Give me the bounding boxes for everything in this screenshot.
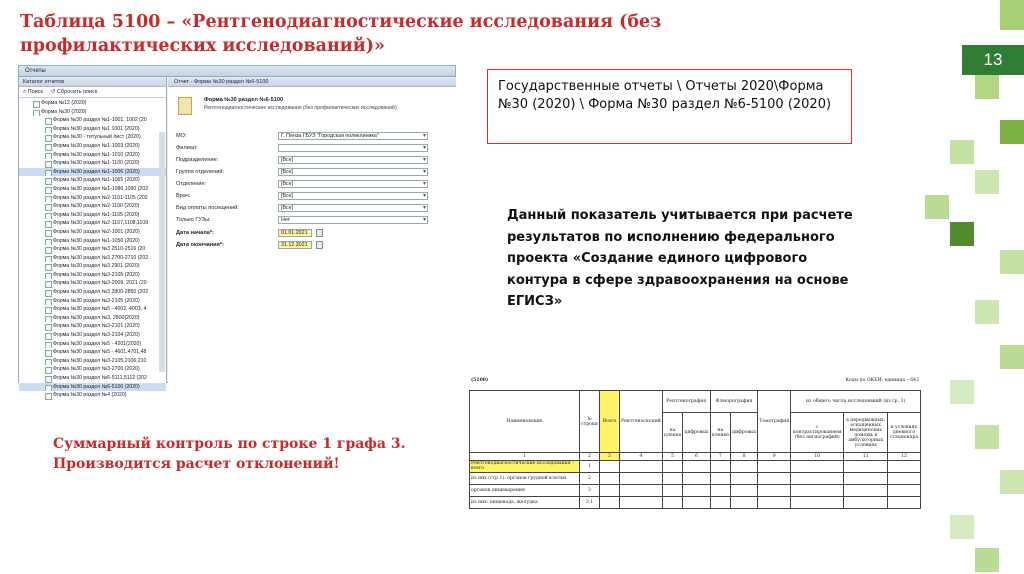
column-number: 5 <box>662 453 683 461</box>
reset-label: Сбросить поиск <box>57 89 98 95</box>
tree-item[interactable]: Форма №30 раздел №1-1010 (2020) <box>19 151 166 160</box>
column-number: 1 <box>470 453 580 461</box>
form-row <box>176 204 448 213</box>
sub-header: цифровых <box>683 413 710 453</box>
form-name: Форма №30 раздел №6-5100 <box>204 97 284 103</box>
reset-icon: ↺ <box>50 89 56 95</box>
field-label: Отделение: <box>176 181 207 187</box>
form-table <box>469 390 921 509</box>
tree-item[interactable]: Форма №30 раздел №6-5111,5112 (202 <box>19 374 166 383</box>
table-row <box>470 460 921 472</box>
tree-item[interactable]: Форма №30 раздел №3-2009, 2021 (20 <box>19 279 166 288</box>
table-cell <box>662 484 683 496</box>
tree-item[interactable]: Форма №12 (2020) <box>19 99 166 108</box>
column-number: 12 <box>888 453 921 461</box>
summary-control-note: Суммарный контроль по строке 1 графа 3. Производится расчет отклонений! <box>53 436 406 472</box>
report-path-box: Государственные отчеты \ Отчеты 2020\Форма №30 (2020) \ Форма №30 раздел №6-5100 (2020) <box>487 69 852 144</box>
select-dropdown[interactable]: [Все] ▾ <box>278 168 428 176</box>
table-cell <box>710 460 731 472</box>
table-cell <box>791 484 844 496</box>
row-name: Рентгенодиагностические исследования – всего <box>470 460 580 472</box>
column-number: 6 <box>683 453 710 461</box>
table-cell <box>758 472 791 484</box>
table-cell <box>662 460 683 472</box>
report-catalog <box>19 77 167 399</box>
tree-item[interactable]: Форма №30 раздел №2-1001 (2020) <box>19 228 166 237</box>
column-number: 9 <box>758 453 791 461</box>
tree-item[interactable]: Форма №30 раздел №3-2101 (2020) <box>19 322 166 331</box>
tree-item[interactable]: Форма №30 раздел №1-1001, 1002 (20 <box>19 116 166 125</box>
sub-header: в условиях дневного стационара <box>888 413 921 453</box>
catalog-title: Каталог отчетов <box>19 77 166 87</box>
sub-header: цифровых <box>731 413 758 453</box>
tree-item[interactable]: Форма №30 раздел №3-2105,2106,210 <box>19 357 166 366</box>
tree-item[interactable]: Форма №30 раздел №3-2105 (2020) <box>19 271 166 280</box>
col-fluorography-header: Флюорография <box>710 391 758 413</box>
form-row <box>176 144 448 153</box>
select-dropdown[interactable]: Нет ▾ <box>278 216 428 224</box>
table-cell <box>600 460 620 472</box>
tree-item[interactable]: Форма №30 раздел №2-1107,1108,1109 <box>19 219 166 228</box>
table-cell <box>888 460 921 472</box>
column-number: 3 <box>600 453 620 461</box>
row-number: 2 <box>580 472 600 484</box>
table-cell <box>758 496 791 508</box>
form-row <box>176 132 448 141</box>
sub-header: на пленке <box>710 413 731 453</box>
table-cell <box>888 472 921 484</box>
table-cell <box>791 496 844 508</box>
select-dropdown[interactable]: [Все] ▾ <box>278 180 428 188</box>
tree-item[interactable]: Форма №30 раздел №1-1100 (2020) <box>19 159 166 168</box>
form-row <box>176 229 448 238</box>
tree-item[interactable]: Форма №30 раздел №1-1050 (2020) <box>19 237 166 246</box>
field-label: Подразделение: <box>176 157 219 163</box>
tree-item[interactable]: Форма №30 раздел №3 2510-2516 (20 <box>19 245 166 254</box>
tree-item[interactable]: Форма №30 раздел №1-1105 (2020) <box>19 211 166 220</box>
tree-item[interactable]: Форма №30 раздел №3-2104 (2020) <box>19 331 166 340</box>
table-cell <box>758 484 791 496</box>
row-name: органов пищеварения <box>470 484 580 496</box>
field-label: Врач: <box>176 193 191 199</box>
select-dropdown[interactable] <box>278 144 428 152</box>
form-row <box>176 192 448 201</box>
col-fluoroscopy-header: Рентгеноскопий <box>620 391 663 453</box>
table-cell <box>710 472 731 484</box>
report-form <box>168 77 456 383</box>
table-cell <box>710 484 731 496</box>
tree-item[interactable]: Форма №30 раздел №3 2800-2850 (202 <box>19 288 166 297</box>
table-cell <box>620 460 663 472</box>
table-cell <box>662 472 683 484</box>
calendar-icon[interactable] <box>316 229 323 237</box>
form-row <box>176 156 448 165</box>
form-row <box>176 168 448 177</box>
table-cell <box>844 496 888 508</box>
table-cell <box>620 472 663 484</box>
report-tree <box>19 98 166 401</box>
column-number: 8 <box>731 453 758 461</box>
column-number: 7 <box>710 453 731 461</box>
select-dropdown[interactable]: [Все] ▾ <box>278 156 428 164</box>
column-number: 10 <box>791 453 844 461</box>
table-cell <box>600 496 620 508</box>
col-total-header: Всего <box>600 391 620 453</box>
form-header: Отчет - Форма №30 раздел №6-5100 <box>168 77 456 87</box>
table-cell <box>731 496 758 508</box>
tree-item[interactable]: Форма №30 раздел №2-1101-1105 (202 <box>19 194 166 203</box>
tree-item[interactable]: Форма №30 раздел №3-2105 (2020) <box>19 297 166 306</box>
table-cell <box>662 496 683 508</box>
row-number: 1 <box>580 460 600 472</box>
col-tomography-header: Томография <box>758 391 791 453</box>
tree-item[interactable]: Форма №30 раздел №6-5100 (2020) <box>19 383 166 392</box>
slide-title: Таблица 5100 – «Рентгенодиагностические исследования (без профилактических исследований)» <box>20 12 662 56</box>
tree-item[interactable]: Форма №30 раздел №3, 2800(2020) <box>19 314 166 323</box>
table-cell <box>600 472 620 484</box>
col-radiography-header: Рентгенография <box>662 391 710 413</box>
window-title: Отчеты <box>19 66 455 77</box>
date-input[interactable]: 31.12.2021 <box>278 241 312 249</box>
tree-item[interactable]: Форма №30 раздел №3 2901 (2020) <box>19 262 166 271</box>
table-row <box>470 496 921 508</box>
table-cell <box>620 484 663 496</box>
form-row <box>176 216 448 225</box>
field-label: Дата начала*: <box>176 230 214 236</box>
col-rownum-header: № строки <box>580 391 600 453</box>
document-icon <box>178 97 192 115</box>
column-number: 4 <box>620 453 663 461</box>
column-number: 11 <box>844 453 888 461</box>
select-dropdown[interactable]: [Все] ▾ <box>278 204 428 212</box>
tree-item[interactable]: Форма №30 раздел №1 1001 (2020) <box>19 125 166 134</box>
field-label: МО: <box>176 133 187 139</box>
date-input[interactable]: 01.01.2021 <box>278 229 312 237</box>
search-button[interactable] <box>23 89 43 95</box>
catalog-toolbar <box>19 87 166 98</box>
sub-header: на пленке <box>662 413 683 453</box>
table-cell <box>683 472 710 484</box>
tree-item[interactable]: Форма №30 раздел №3 2700-2710 (202 <box>19 254 166 263</box>
reset-search-button[interactable] <box>51 89 97 95</box>
table-row <box>470 472 921 484</box>
field-label: Вид оплаты посещений: <box>176 205 239 211</box>
column-number: 2 <box>580 453 600 461</box>
tree-item[interactable]: Форма №30 раздел №3-2700 (2020) <box>19 365 166 374</box>
column-numbers-row <box>470 453 921 461</box>
select-dropdown[interactable]: Г. Пенза ГБУЗ "Городская поликлиника" ▾ <box>278 132 428 140</box>
tree-item[interactable]: Форма №30 раздел №5 - 4201(2020) <box>19 340 166 349</box>
table-cell <box>844 460 888 472</box>
calendar-icon[interactable] <box>316 241 323 249</box>
tree-item[interactable]: Форма №30 - титульный лист (2020) <box>19 133 166 142</box>
table-cell <box>731 460 758 472</box>
sub-header: с контрастированием (без ангиографий) <box>791 413 844 453</box>
form-row <box>176 180 448 189</box>
field-label: Только ГУЗы: <box>176 217 211 223</box>
tree-item[interactable]: Форма №30 раздел №1-1003 (2020) <box>19 142 166 151</box>
table-cell <box>758 460 791 472</box>
table-code: (5100) <box>471 378 489 383</box>
search-label: Поиск <box>27 89 43 95</box>
row-number: 3 <box>580 484 600 496</box>
col-name-header: Наименование <box>470 391 580 453</box>
app-screenshot <box>18 65 456 399</box>
indicator-note: Данный показатель учитывается при расчете результатов по исполнению федерального проекта «Создание единого цифрового контура в сфере здравоохранения на основе ЕГИСЗ» <box>507 208 853 309</box>
tree-item[interactable]: Форма №30 (2020) <box>19 108 166 117</box>
form-subtitle: Рентгенодиагностические исследования (без профилактических исследований) <box>204 105 397 111</box>
table-cell <box>844 484 888 496</box>
search-icon: ⌕ <box>23 89 27 95</box>
table-cell <box>683 484 710 496</box>
table-row <box>470 484 921 496</box>
table-cell <box>600 484 620 496</box>
tree-item[interactable]: Форма №30 раздел №2-1100 (2020) <box>19 202 166 211</box>
row-number: 3.1 <box>580 496 600 508</box>
table-cell <box>791 472 844 484</box>
row-name: из них (стр 1): органов грудной клетки <box>470 472 580 484</box>
table-cell <box>683 496 710 508</box>
sub-header: в передвижных, оснащенных медицинских помощь в амбулаторных условиях <box>844 413 888 453</box>
field-label: Филиал: <box>176 145 198 151</box>
tree-item[interactable]: Форма №30 раздел №5 - 4601,4701,48 <box>19 348 166 357</box>
table-cell <box>844 472 888 484</box>
table-cell <box>791 460 844 472</box>
tree-item[interactable]: Форма №30 раздел №5 - 4002, 4003, 4 <box>19 305 166 314</box>
scanned-table-image <box>469 378 923 524</box>
table-cell <box>888 496 921 508</box>
tree-item[interactable]: Форма №30 раздел №1-1065 (2020) <box>19 176 166 185</box>
field-label: Дата окончания*: <box>176 242 224 248</box>
table-cell <box>683 460 710 472</box>
select-dropdown[interactable]: [Все] ▾ <box>278 192 428 200</box>
col-subset-header: из общего числа исследований (из гр. 3) <box>791 391 921 413</box>
table-cell <box>731 472 758 484</box>
tree-item[interactable]: Форма №30 раздел №1-1006 (2020) <box>19 168 166 177</box>
table-cell <box>731 484 758 496</box>
slide-number: 13 <box>962 45 1024 75</box>
table-cell <box>620 496 663 508</box>
tree-item[interactable]: Форма №30 раздел №1-1080,1090 (202 <box>19 185 166 194</box>
catalog-scrollbar[interactable] <box>159 132 165 372</box>
table-cell <box>710 496 731 508</box>
row-name: из них: пищевода, желудка <box>470 496 580 508</box>
form-row <box>176 241 448 250</box>
table-cell <box>888 484 921 496</box>
tree-item[interactable]: Форма №30 раздел №4 (2020) <box>19 391 166 400</box>
field-label: Группа отделений: <box>176 169 225 175</box>
okei-code: Коды по ОКЕИ: единица – 642 <box>845 378 919 383</box>
